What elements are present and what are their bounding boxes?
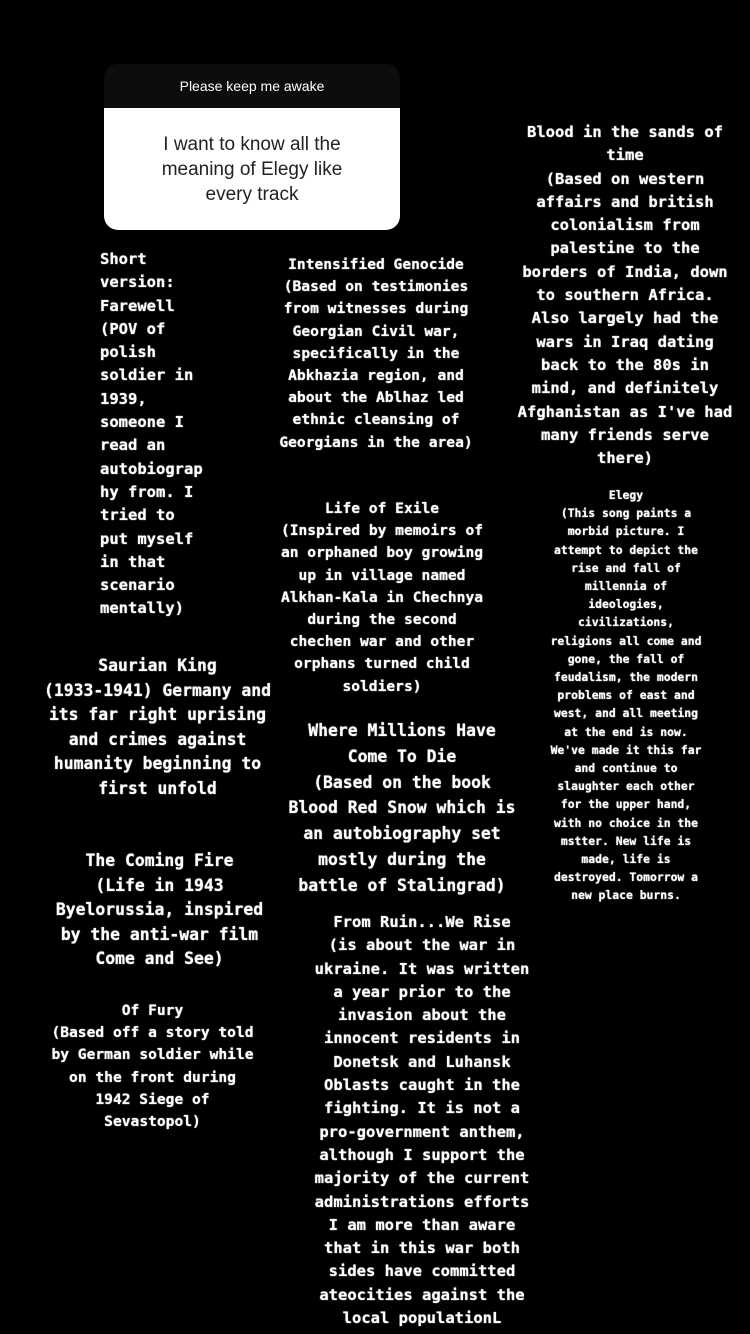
question-sticker-prompt: Please keep me awake <box>104 64 400 108</box>
track-where-millions-text: Where Millions Have Come To Die (Based on the book Blood Red Snow which is an autobiography set mostly during the battle of Stalingrad) <box>288 721 516 895</box>
track-intensified-genocide-text: Intensified Genocide (Based on testimonies from witnesses during Georgian Civil war, specifically in the Abkhazia region, and about the Ablhaz led ethnic cleansing of Georgians in the area) <box>279 256 473 451</box>
track-saurian-king-text: Saurian King (1933-1941) Germany and its far right uprising and crimes against humanity beginning to first unfold <box>44 656 271 798</box>
track-elegy-text: Elegy (This song paints a morbid picture. I attempt to depict the rise and fall of millennia of ideologies, civilizations, religions all come and gone, the fall of feudalism, the modern problems of east and west, and all meeting at the end is now. We've made it this far and continue to slaughter each other for the upper hand, with no choice in the mstter. New life is made, life is destroyed. Tomorrow a new place burns. <box>550 488 702 903</box>
track-of-fury-text: Of Fury (Based off a story told by German soldier while on the front during 1942 Siege of Sevastopol) <box>51 1002 254 1131</box>
track-farewell-text: Short version: Farewell (POV of polish soldier in 1939, someone I read an autobiograp hy from. I tried to put myself in that scenario mentally) <box>100 250 203 618</box>
track-from-ruin-text: From Ruin...We Rise (is about the war in ukraine. It was written a year prior to the invasion about the innocent residents in Donetsk and Luhansk Oblasts caught in the fighting. It is not a pro-government anthem, although I support the majority of the current administrations efforts I am more than aware that in this war both sides have committed ateocities against the local populationL <box>314 913 530 1328</box>
track-life-of-exile-text: Life of Exile (Inspired by memoirs of an orphaned boy growing up in village named Alkhan-Kala in Chechnya during the second chechen war and other orphans turned child soldiers) <box>280 500 484 695</box>
question-text: I want to know all the meaning of Elegy like every track <box>161 133 343 205</box>
question-sticker-text[interactable] <box>104 108 400 230</box>
track-blood-in-sands-text: Blood in the sands of time (Based on western affairs and british colonialism from palestine to the borders of India, down to southern Africa. Also largely had the wars in Iraq dating back to the 80s in mind, and definitely Afghanistan as I've had many friends serve there) <box>517 123 733 468</box>
track-coming-fire-text: The Coming Fire (Life in 1943 Byelorussia, inspired by the anti-war film Come and See) <box>55 851 264 968</box>
